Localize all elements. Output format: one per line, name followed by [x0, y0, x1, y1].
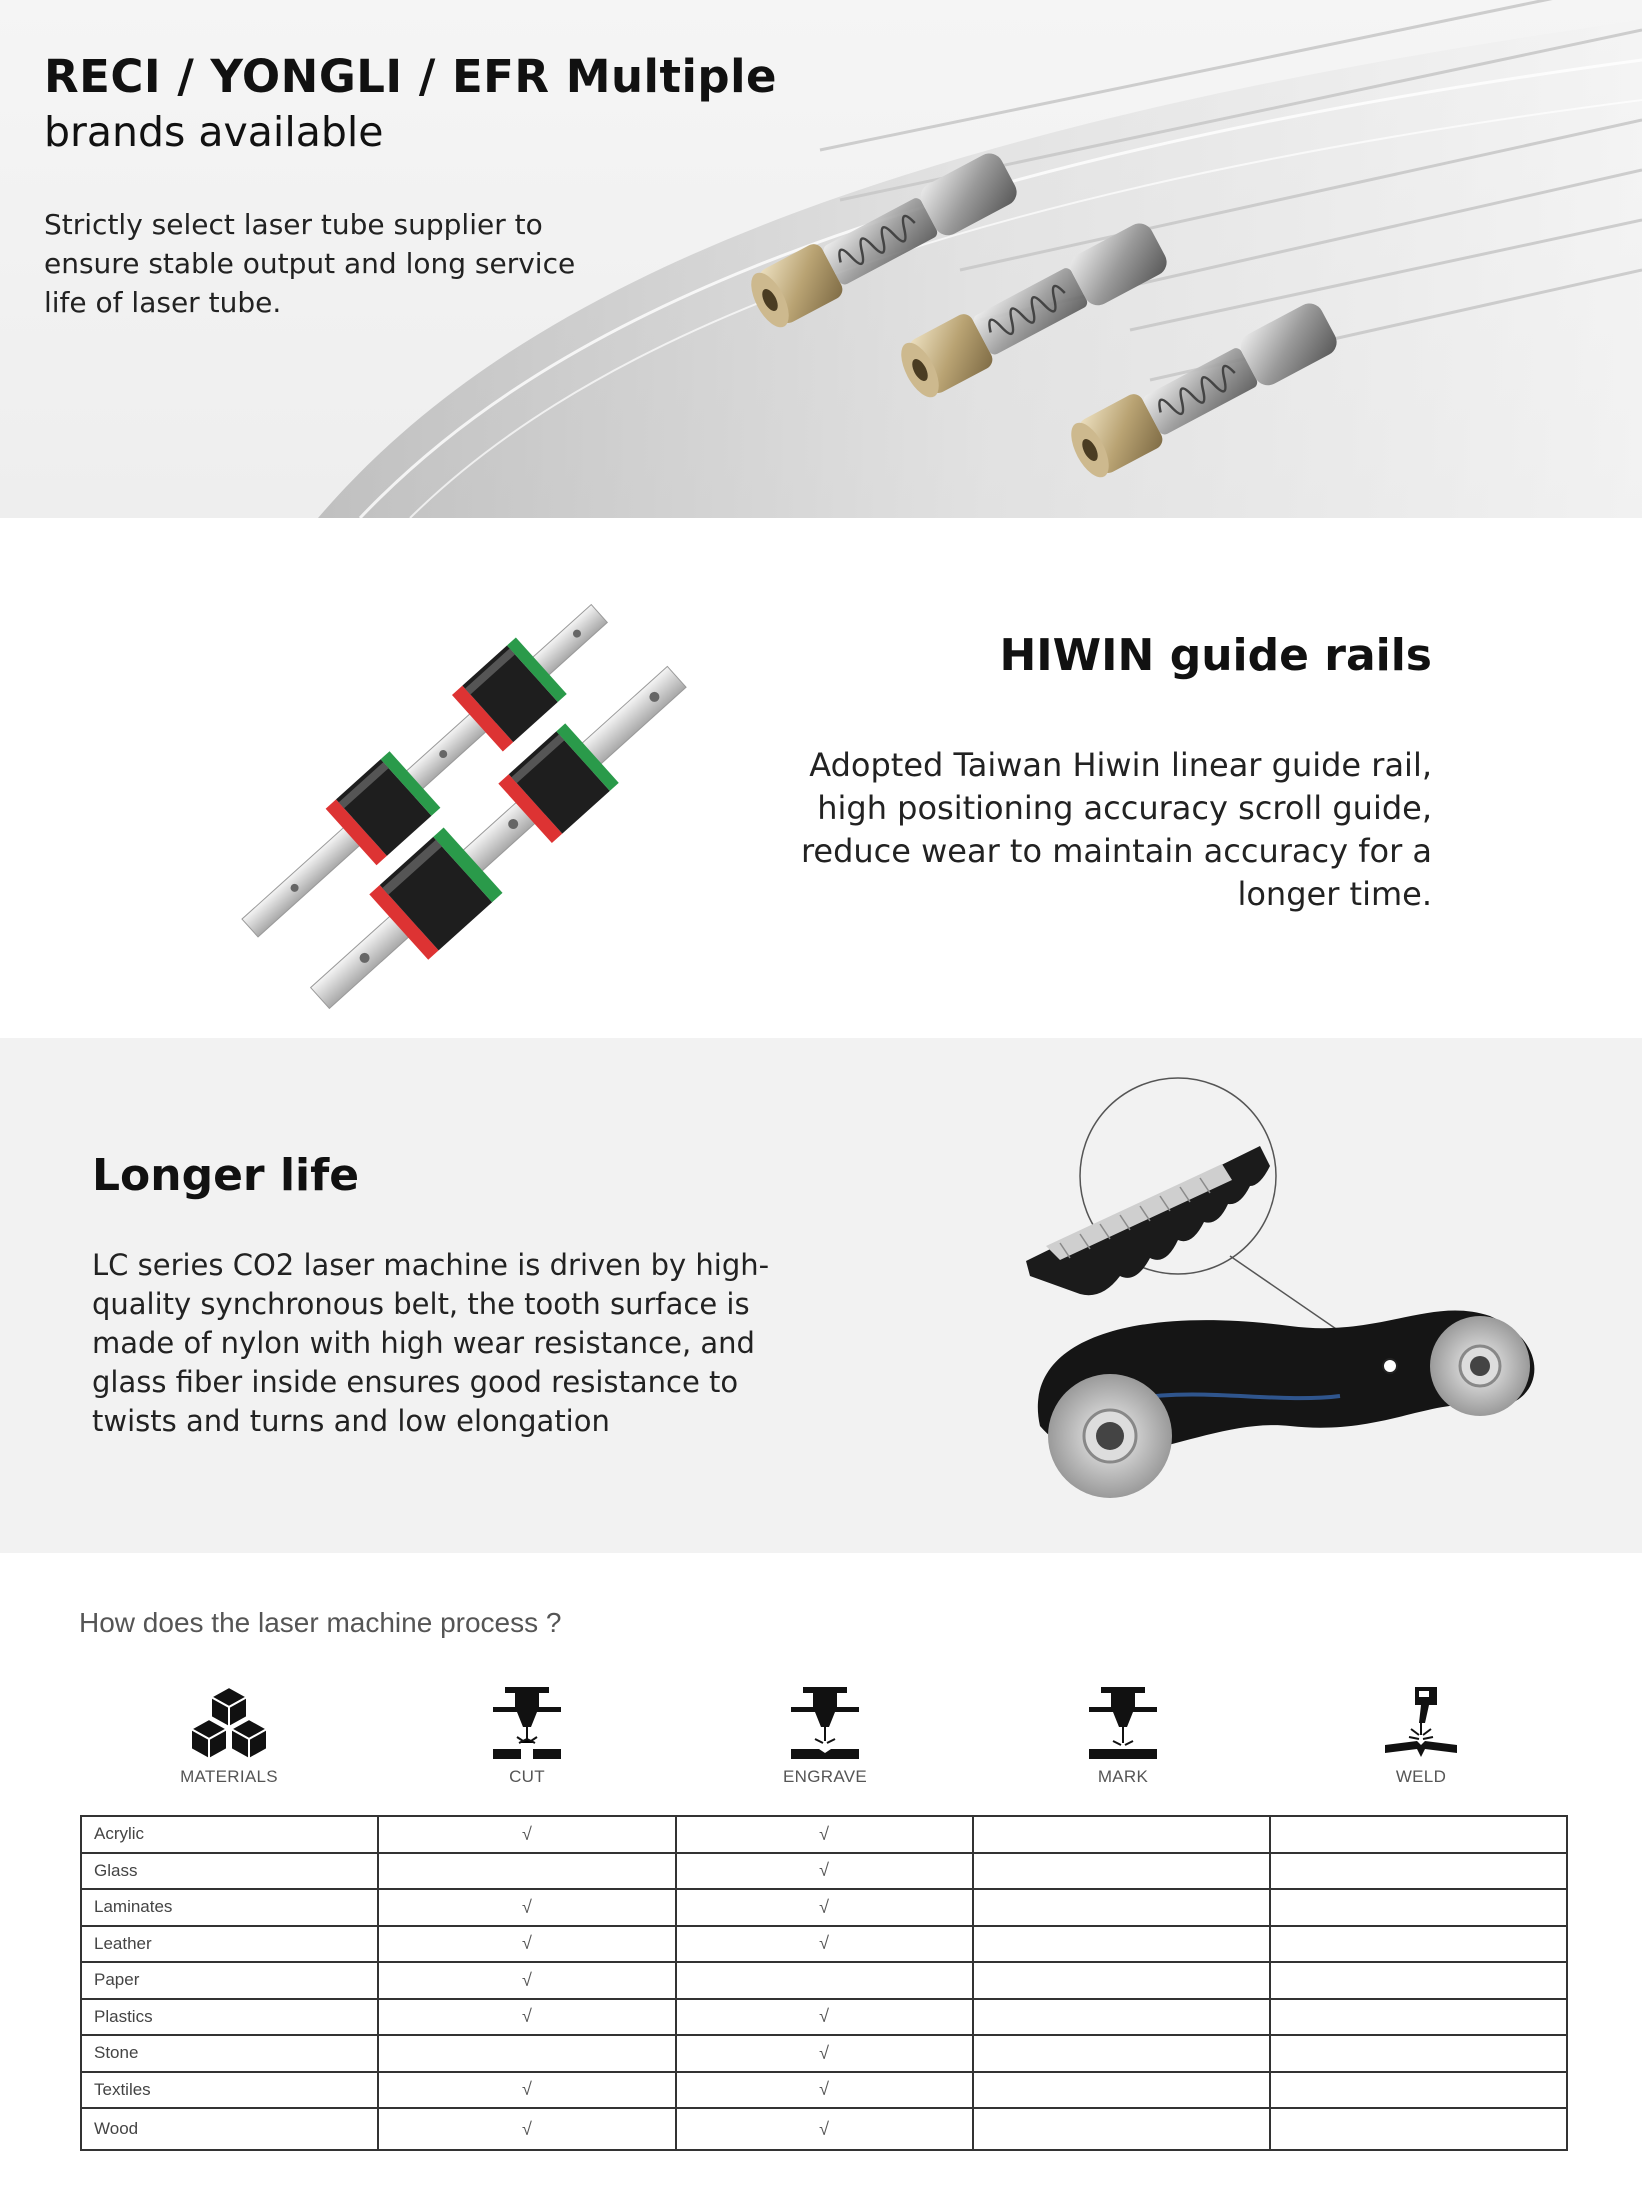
belt-title: Longer life	[92, 1150, 360, 1201]
guide-rails-title: HIWIN guide rails	[999, 630, 1432, 681]
engrave-cell: √	[676, 1889, 973, 1926]
process-heading: How does the laser machine process ?	[79, 1607, 562, 1638]
mark-cell	[973, 2035, 1270, 2072]
engrave-cell: √	[676, 1816, 973, 1853]
engrave-cell: √	[676, 2108, 973, 2150]
laser-tube-title: RECI / YONGLI / EFR Multiple	[44, 50, 778, 103]
engrave-cell: √	[676, 1853, 973, 1890]
cut-cell	[378, 1853, 675, 1890]
table-row	[81, 1999, 1567, 2036]
guide-rails-section	[0, 518, 1642, 1038]
mark-cell	[973, 1816, 1270, 1853]
engrave-cell: √	[676, 2072, 973, 2109]
process-col-mark	[974, 1683, 1272, 1793]
cut-cell: √	[378, 2072, 675, 2109]
laser-tube-section	[0, 0, 1642, 518]
process-col-cut	[378, 1683, 676, 1793]
mark-cell	[973, 1926, 1270, 1963]
mark-cell	[973, 1853, 1270, 1890]
weld-cell	[1270, 2072, 1567, 2109]
table-row	[81, 1926, 1567, 1963]
table-row	[81, 2072, 1567, 2109]
guide-rail-image	[220, 558, 740, 1018]
table-row	[81, 1816, 1567, 1853]
engrave-cell: √	[676, 1926, 973, 1963]
mark-cell	[973, 1962, 1270, 1999]
laser-tube-subtitle: brands available	[44, 108, 384, 156]
belt-section	[0, 1038, 1642, 1553]
weld-cell	[1270, 1962, 1567, 1999]
material-name-cell: Wood	[81, 2108, 378, 2150]
process-label-cut: CUT	[509, 1767, 545, 1786]
cut-cell: √	[378, 1962, 675, 1999]
mark-cell	[973, 1999, 1270, 2036]
laser-mark-icon	[1083, 1683, 1163, 1763]
mark-cell	[973, 2072, 1270, 2109]
guide-rails-description: Adopted Taiwan Hiwin linear guide rail, high positioning accuracy scroll guide, reduce wear to maintain accuracy for a longer time.	[800, 746, 1432, 913]
process-col-materials	[80, 1683, 378, 1793]
material-name-cell: Acrylic	[81, 1816, 378, 1853]
cut-cell: √	[378, 1889, 675, 1926]
process-col-engrave	[676, 1683, 974, 1793]
process-header-row	[80, 1683, 1568, 1793]
weld-cell	[1270, 1853, 1567, 1890]
table-row	[81, 1962, 1567, 1999]
material-name-cell: Laminates	[81, 1889, 378, 1926]
belt-description: LC series CO2 laser machine is driven by high-quality synchronous belt, the tooth surface is made of nylon with high wear resistance, and glass fiber inside ensures good resistance to twists and turns and low elongation	[92, 1248, 770, 1438]
mark-cell	[973, 2108, 1270, 2150]
timing-belt-image	[960, 1076, 1560, 1536]
cubes-icon	[189, 1683, 269, 1763]
weld-cell	[1270, 2108, 1567, 2150]
weld-cell	[1270, 1889, 1567, 1926]
laser-cut-icon	[487, 1683, 567, 1763]
process-col-weld	[1272, 1683, 1570, 1793]
mark-cell	[973, 1889, 1270, 1926]
material-name-cell: Textiles	[81, 2072, 378, 2109]
engrave-cell: √	[676, 2035, 973, 2072]
engrave-cell	[676, 1962, 973, 1999]
cut-cell: √	[378, 1926, 675, 1963]
weld-cell	[1270, 2035, 1567, 2072]
material-name-cell: Plastics	[81, 1999, 378, 2036]
weld-cell	[1270, 1999, 1567, 2036]
process-label-materials: MATERIALS	[180, 1767, 278, 1786]
process-label-weld: WELD	[1395, 1767, 1447, 1786]
process-section	[0, 1553, 1642, 2198]
engrave-cell: √	[676, 1999, 973, 2036]
laser-engrave-icon	[785, 1683, 865, 1763]
cut-cell	[378, 2035, 675, 2072]
cut-cell: √	[378, 1999, 675, 2036]
process-label-mark: MARK	[1097, 1767, 1149, 1786]
weld-cell	[1270, 1816, 1567, 1853]
laser-weld-icon	[1381, 1683, 1461, 1763]
cut-cell: √	[378, 2108, 675, 2150]
materials-table	[80, 1815, 1568, 2151]
material-name-cell: Glass	[81, 1853, 378, 1890]
laser-tube-description: Strictly select laser tube supplier to ensure stable output and long service life of laser tube.	[44, 208, 576, 319]
material-name-cell: Leather	[81, 1926, 378, 1963]
table-row	[81, 2108, 1567, 2150]
material-name-cell: Stone	[81, 2035, 378, 2072]
table-row	[81, 1889, 1567, 1926]
table-row	[81, 2035, 1567, 2072]
material-name-cell: Paper	[81, 1962, 378, 1999]
process-label-engrave: ENGRAVE	[783, 1767, 867, 1786]
weld-cell	[1270, 1926, 1567, 1963]
table-row	[81, 1853, 1567, 1890]
cut-cell: √	[378, 1816, 675, 1853]
